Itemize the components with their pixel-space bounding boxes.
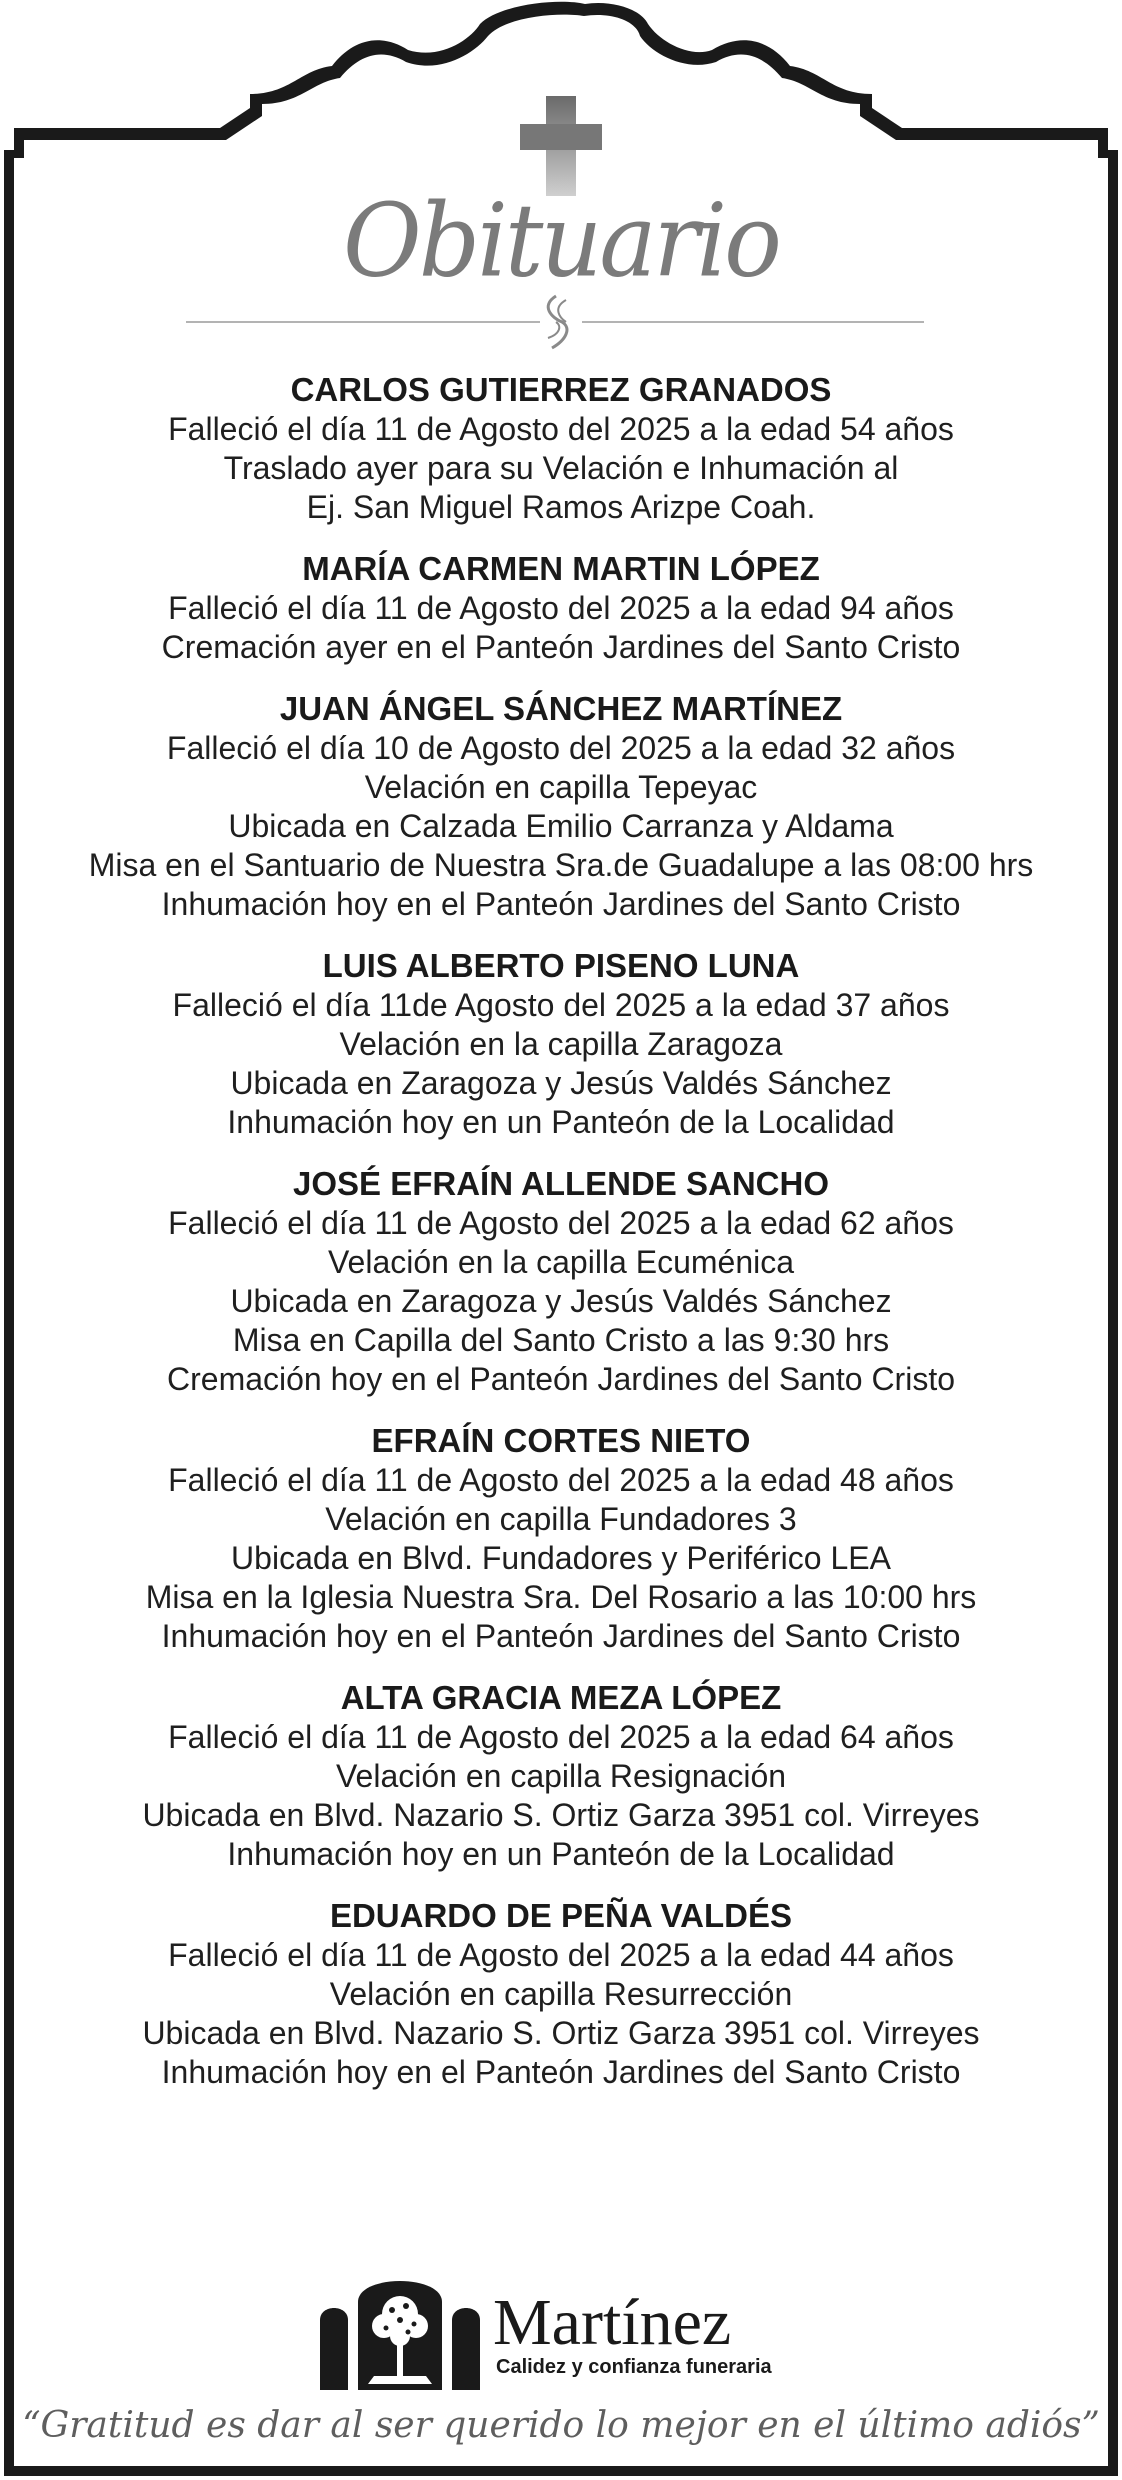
entry-detail-line: Velación en capilla Tepeyac — [364, 769, 758, 805]
entry-detail-line: Falleció el día 11 de Agosto del 2025 a la edad 94 años — [168, 590, 954, 626]
obituary-entry — [30, 549, 1092, 667]
entry-detail-line: Misa en Capilla del Santo Cristo a las 9:30 hrs — [232, 1322, 890, 1358]
entry-detail-line: Traslado ayer para su Velación e Inhumación al — [223, 450, 899, 486]
brand-name: Martínez — [493, 2286, 732, 2359]
deceased-name: CARLOS GUTIERREZ GRANADOS — [290, 371, 832, 408]
entry-detail-line: Velación en la capilla Ecuménica — [327, 1244, 795, 1280]
funeral-home-logo — [318, 2280, 818, 2390]
entry-detail-line: Falleció el día 11de Agosto del 2025 a la edad 37 años — [172, 987, 950, 1023]
obituary-entry — [30, 1896, 1092, 2092]
entry-detail-line: Ubicada en Blvd. Fundadores y Periférico LEA — [231, 1540, 891, 1576]
deceased-name: EFRAÍN CORTES NIETO — [371, 1422, 751, 1459]
entry-detail-line: Falleció el día 11 de Agosto del 2025 a la edad 62 años — [168, 1205, 954, 1241]
obituary-entry — [30, 689, 1092, 924]
footer-quote: “Gratitud es dar al ser querido lo mejor en el último adiós” — [22, 2405, 1100, 2446]
deceased-name: JOSÉ EFRAÍN ALLENDE SANCHO — [293, 1165, 829, 1202]
obituary-entry — [30, 1678, 1092, 1874]
entry-detail-line: Velación en capilla Resignación — [335, 1758, 787, 1794]
entry-detail-line: Velación en capilla Resurrección — [329, 1976, 793, 2012]
entry-detail-line: Velación en capilla Fundadores 3 — [325, 1501, 797, 1537]
entry-detail-line: Falleció el día 11 de Agosto del 2025 a la edad 44 años — [168, 1937, 954, 1973]
entry-detail-line: Ubicada en Calzada Emilio Carranza y Aldama — [228, 808, 894, 844]
obituary-title: Obituario — [343, 182, 779, 300]
entry-detail-line: Misa en la Iglesia Nuestra Sra. Del Rosario a las 10:00 hrs — [145, 1579, 977, 1615]
entry-detail-line: Inhumación hoy en el Panteón Jardines del Santo Cristo — [161, 1618, 961, 1654]
entry-detail-line: Inhumación hoy en el Panteón Jardines del Santo Cristo — [161, 886, 961, 922]
entry-detail-line: Ubicada en Blvd. Nazario S. Ortiz Garza 3951 col. Virreyes — [142, 2015, 980, 2051]
entry-detail-line: Falleció el día 11 de Agosto del 2025 a la edad 64 años — [168, 1719, 954, 1755]
brand-tagline: Calidez y confianza funeraria — [496, 2356, 772, 2378]
entry-detail-line: Inhumación hoy en un Panteón de la Localidad — [227, 1836, 895, 1872]
obituary-entry — [30, 946, 1092, 1142]
deceased-name: JUAN ÁNGEL SÁNCHEZ MARTÍNEZ — [279, 690, 843, 727]
deceased-name: ALTA GRACIA MEZA LÓPEZ — [340, 1679, 782, 1716]
deceased-name: LUIS ALBERTO PISENO LUNA — [322, 947, 800, 984]
entry-detail-line: Falleció el día 10 de Agosto del 2025 a la edad 32 años — [166, 730, 956, 766]
entry-detail-line: Inhumación hoy en el Panteón Jardines del Santo Cristo — [161, 2054, 961, 2090]
obituary-entry — [30, 1164, 1092, 1399]
entry-detail-line: Falleció el día 11 de Agosto del 2025 a la edad 54 años — [168, 411, 954, 447]
entry-detail-line: Cremación ayer en el Panteón Jardines del Santo Cristo — [161, 629, 961, 665]
entry-detail-line: Ubicada en Blvd. Nazario S. Ortiz Garza 3951 col. Virreyes — [142, 1797, 980, 1833]
entry-detail-line: Cremación hoy en el Panteón Jardines del Santo Cristo — [167, 1361, 955, 1397]
deceased-name: EDUARDO DE PEÑA VALDÉS — [329, 1897, 793, 1934]
entry-detail-line: Ej. San Miguel Ramos Arizpe Coah. — [306, 489, 816, 525]
deceased-name: MARÍA CARMEN MARTIN LÓPEZ — [302, 550, 820, 587]
entry-detail-line: Ubicada en Zaragoza y Jesús Valdés Sánchez — [230, 1065, 892, 1101]
obituary-entry — [30, 1421, 1092, 1656]
entry-detail-line: Falleció el día 11 de Agosto del 2025 a la edad 48 años — [168, 1462, 954, 1498]
entry-detail-line: Ubicada en Zaragoza y Jesús Valdés Sánchez — [230, 1283, 892, 1319]
obituary-list — [30, 370, 1092, 2114]
obituary-entry — [30, 370, 1092, 527]
entry-detail-line: Velación en la capilla Zaragoza — [339, 1026, 783, 1062]
chapel-arches-icon — [318, 2280, 483, 2390]
entry-detail-line: Misa en el Santuario de Nuestra Sra.de Guadalupe a las 08:00 hrs — [88, 847, 1034, 883]
entry-detail-line: Inhumación hoy en un Panteón de la Localidad — [227, 1104, 895, 1140]
